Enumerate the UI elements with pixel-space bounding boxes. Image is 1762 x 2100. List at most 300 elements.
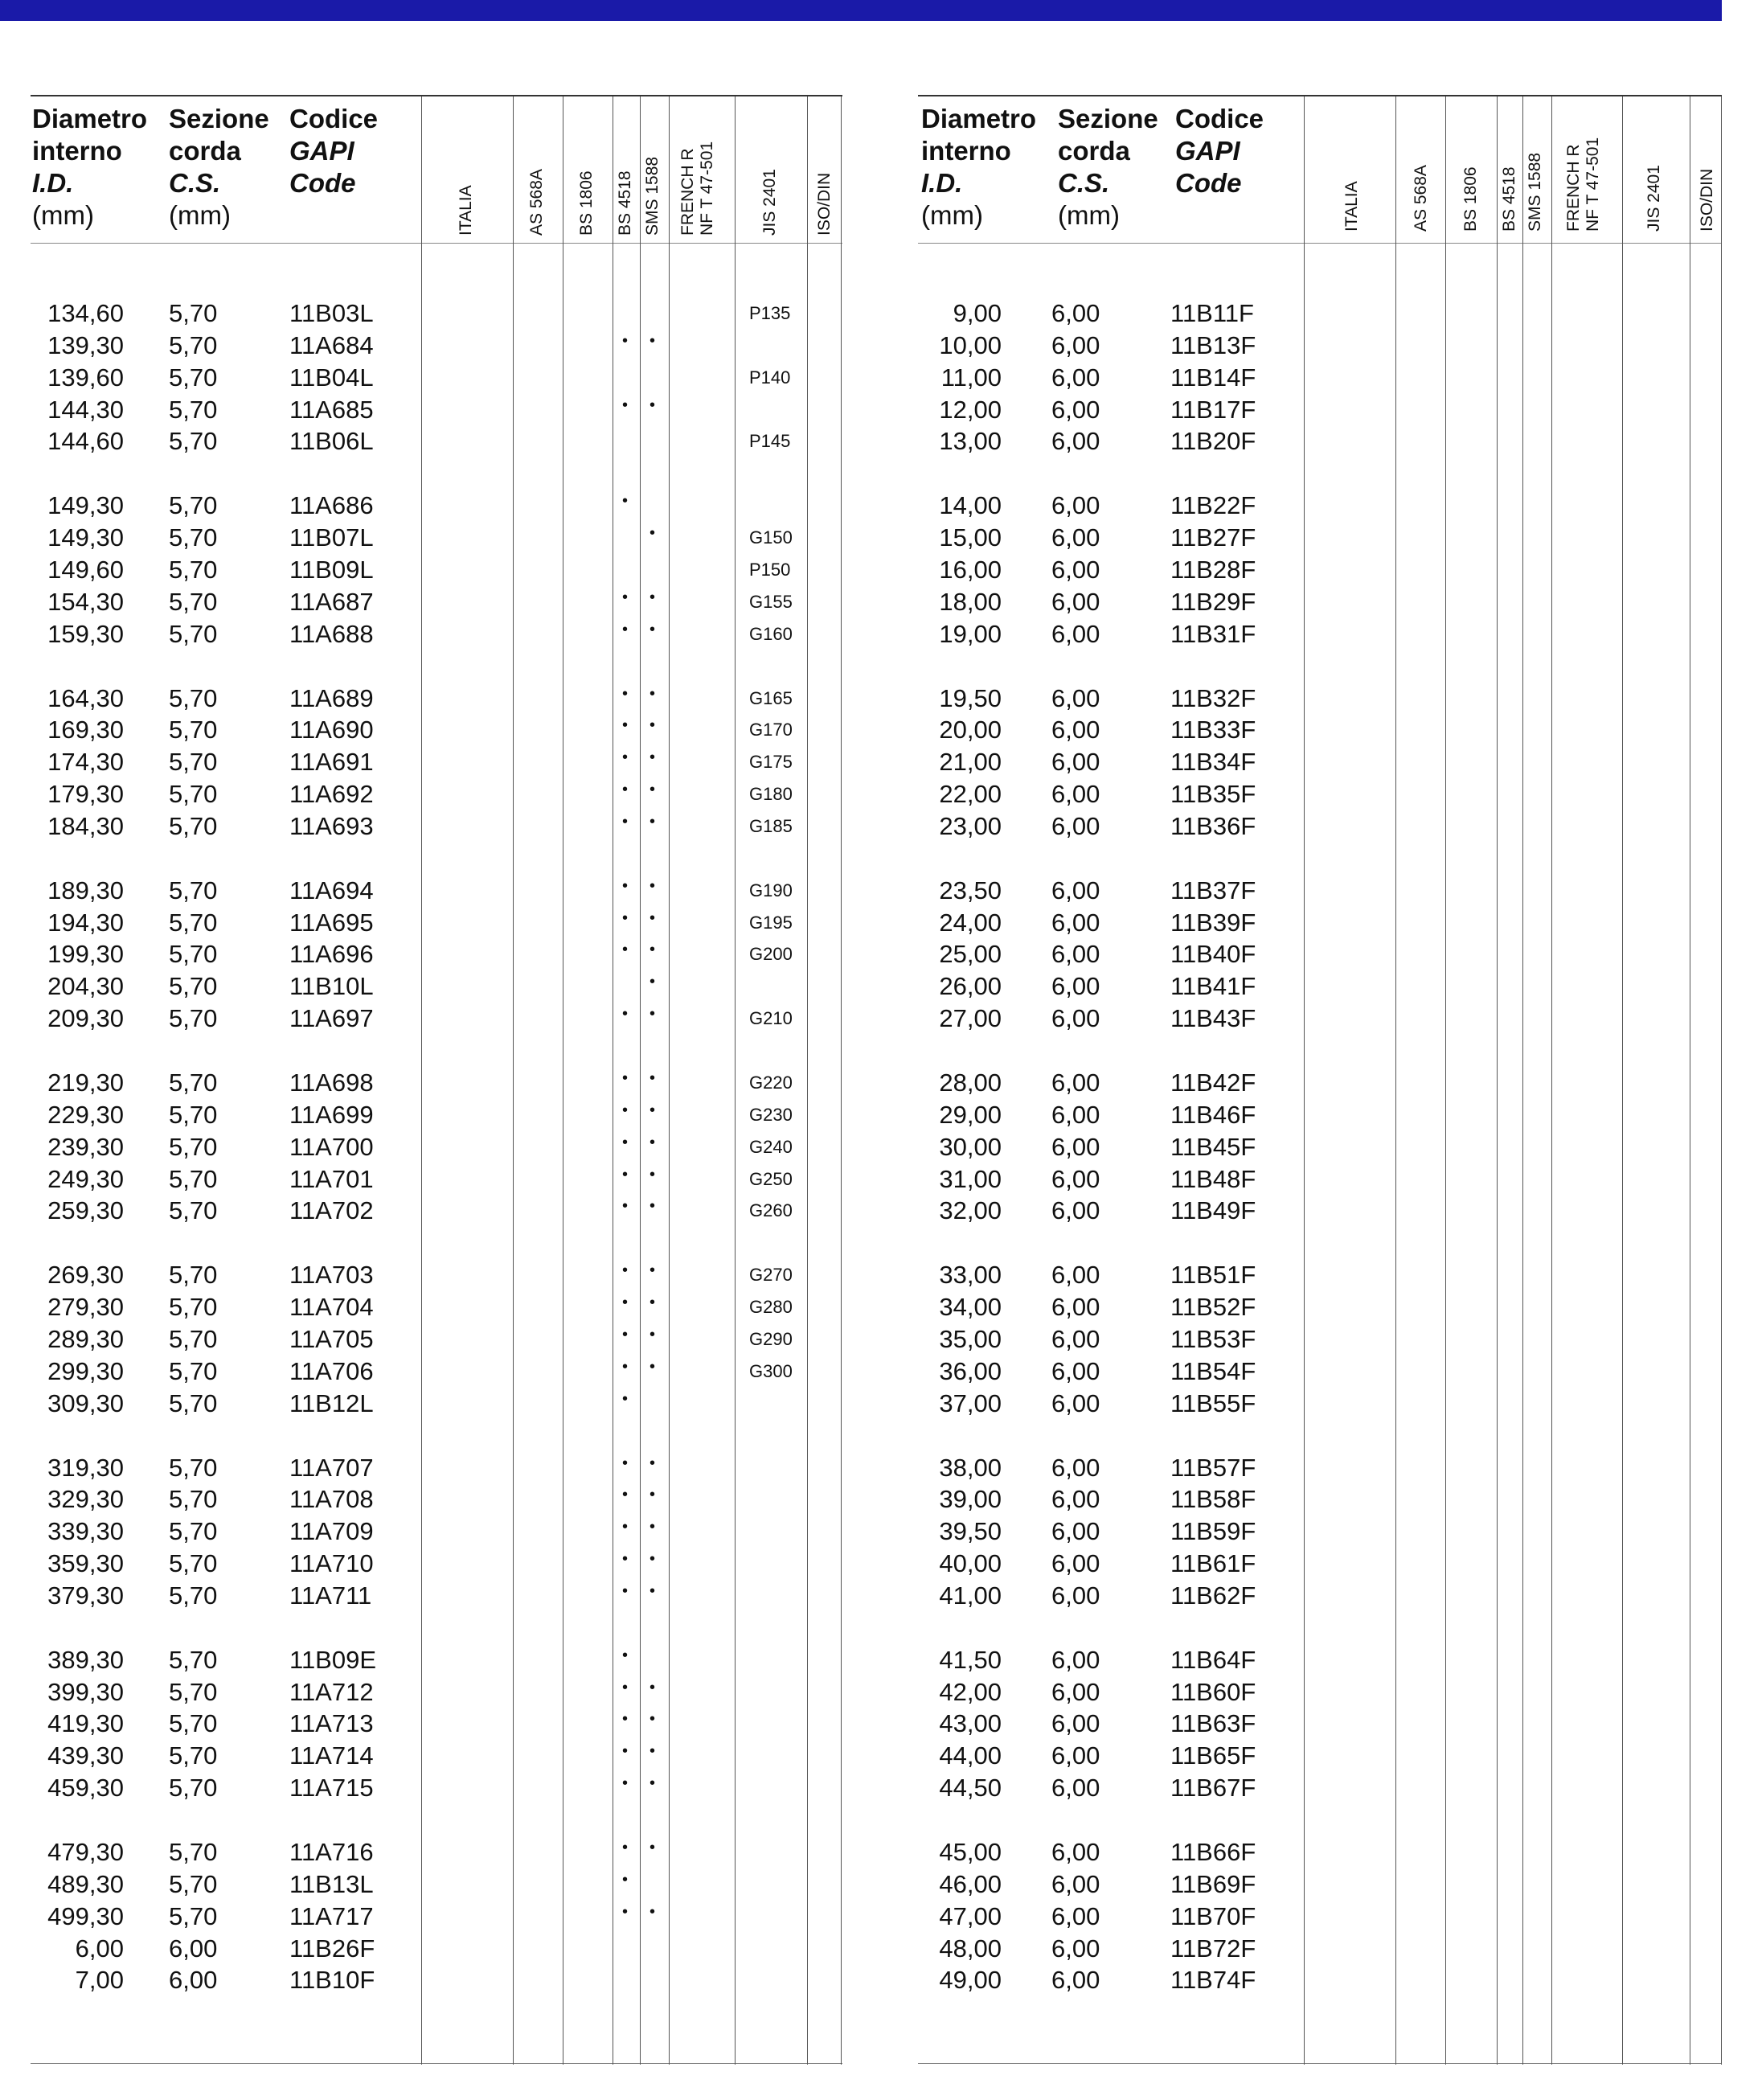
header-bs1806: BS 1806	[1461, 166, 1480, 232]
jis2401-value: P150	[749, 559, 791, 580]
id-value: 144,30	[47, 395, 124, 424]
gapi-code: 11B54F	[1170, 1356, 1256, 1385]
id-value: 30,00	[939, 1132, 1002, 1161]
bs4518-mark: •	[622, 781, 629, 799]
table-row	[31, 1323, 842, 1356]
cs-value: 6,00	[1051, 1709, 1100, 1738]
jis2401-value: G185	[749, 815, 793, 836]
gapi-code: 11A687	[289, 587, 374, 616]
table-row	[918, 1708, 1722, 1740]
id-value: 269,30	[47, 1261, 124, 1290]
cs-value: 5,70	[169, 1774, 218, 1803]
gapi-code: 11B42F	[1170, 1068, 1256, 1097]
table-row	[918, 1356, 1722, 1388]
sms1588-mark: •	[649, 1454, 656, 1472]
table-row	[918, 810, 1722, 843]
table-row	[31, 394, 842, 426]
id-value: 26,00	[939, 972, 1002, 1001]
table-row	[918, 1740, 1722, 1772]
gapi-code: 11B58F	[1170, 1485, 1256, 1514]
cs-value: 5,70	[169, 427, 218, 456]
id-value: 149,30	[47, 491, 124, 520]
cs-value: 6,00	[1051, 1549, 1100, 1578]
jis2401-value: G230	[749, 1104, 793, 1125]
bs4518-mark: •	[622, 1357, 629, 1376]
gapi-code: 11B62F	[1170, 1581, 1256, 1610]
id-value: 23,50	[939, 876, 1002, 904]
table-row	[918, 618, 1722, 650]
gapi-code: 11A713	[289, 1709, 374, 1738]
cs-value: 5,70	[169, 1838, 218, 1866]
gapi-code: 11B22F	[1170, 491, 1256, 520]
table-row	[31, 554, 842, 586]
id-value: 139,60	[47, 363, 124, 392]
gapi-code: 11A695	[289, 908, 374, 937]
gapi-code: 11B57F	[1170, 1453, 1256, 1482]
bs4518-mark: •	[622, 331, 629, 350]
table-row	[918, 1516, 1722, 1548]
id-value: 209,30	[47, 1004, 124, 1033]
cs-value: 5,70	[169, 1901, 218, 1930]
id-value: 19,00	[939, 619, 1002, 648]
table-row	[31, 907, 842, 939]
cs-value: 6,00	[1051, 1774, 1100, 1803]
cs-value: 5,70	[169, 619, 218, 648]
gapi-code: 11B13F	[1170, 330, 1256, 359]
cs-value: 5,70	[169, 811, 218, 840]
table-row	[31, 746, 842, 778]
gapi-code: 11B51F	[1170, 1261, 1256, 1290]
id-value: 259,30	[47, 1196, 124, 1225]
id-value: 309,30	[47, 1388, 124, 1417]
sms1588-mark: •	[649, 1261, 656, 1280]
cs-value: 6,00	[1051, 716, 1100, 744]
gapi-code: 11B04L	[289, 363, 374, 392]
table-row	[31, 683, 842, 715]
id-value: 32,00	[939, 1196, 1002, 1225]
gapi-code: 11B60F	[1170, 1677, 1256, 1706]
sms1588-mark: •	[649, 941, 656, 959]
id-value: 14,00	[939, 491, 1002, 520]
bs4518-mark: •	[622, 1133, 629, 1151]
cs-value: 5,70	[169, 1068, 218, 1097]
bottom-rule	[918, 2063, 1722, 2064]
id-value: 45,00	[939, 1838, 1002, 1866]
table-row	[31, 1740, 842, 1772]
jis2401-value: G260	[749, 1200, 793, 1221]
table-row	[31, 618, 842, 650]
cs-value: 5,70	[169, 1293, 218, 1322]
id-value: 49,00	[939, 1966, 1002, 1995]
id-value: 41,00	[939, 1581, 1002, 1610]
sms1588-mark: •	[649, 1005, 656, 1023]
cs-value: 6,00	[1051, 1966, 1100, 1995]
table-row	[918, 1259, 1722, 1291]
bs4518-mark: •	[622, 716, 629, 735]
jis2401-value: G175	[749, 752, 793, 773]
table-row	[918, 714, 1722, 746]
table-row	[918, 907, 1722, 939]
cs-value: 6,00	[1051, 1068, 1100, 1097]
gapi-code: 11B31F	[1170, 619, 1256, 648]
id-value: 164,30	[47, 683, 124, 712]
cs-value: 6,00	[1051, 908, 1100, 937]
gapi-code: 11A700	[289, 1132, 374, 1161]
cs-value: 5,70	[169, 1581, 218, 1610]
jis2401-value: G190	[749, 880, 793, 900]
gapi-code: 11B39F	[1170, 908, 1256, 937]
cs-value: 5,70	[169, 972, 218, 1001]
gapi-code: 11B37F	[1170, 876, 1256, 904]
table-row	[918, 1323, 1722, 1356]
id-value: 379,30	[47, 1581, 124, 1610]
cs-value: 5,70	[169, 1709, 218, 1738]
id-value: 35,00	[939, 1324, 1002, 1353]
id-value: 34,00	[939, 1293, 1002, 1322]
cs-value: 6,00	[1051, 1741, 1100, 1770]
table-row	[918, 362, 1722, 394]
id-value: 144,60	[47, 427, 124, 456]
bs4518-mark: •	[622, 908, 629, 927]
id-value: 194,30	[47, 908, 124, 937]
bs4518-mark: •	[622, 1550, 629, 1569]
gapi-code: 11B46F	[1170, 1100, 1256, 1129]
jis2401-value: G290	[749, 1328, 793, 1349]
id-value: 20,00	[939, 716, 1002, 744]
table-row	[918, 554, 1722, 586]
gapi-code: 11A704	[289, 1293, 374, 1322]
id-value: 359,30	[47, 1549, 124, 1578]
right-table	[918, 95, 1722, 2065]
table-row	[31, 330, 842, 362]
header-isodin: ISO/DIN	[815, 172, 834, 236]
cs-value: 5,70	[169, 1324, 218, 1353]
cs-value: 5,70	[169, 1356, 218, 1385]
cs-value: 5,70	[169, 748, 218, 777]
jis2401-value: G180	[749, 784, 793, 805]
bs4518-mark: •	[622, 941, 629, 959]
gapi-code: 11B70F	[1170, 1901, 1256, 1930]
cs-value: 6,00	[1051, 1004, 1100, 1033]
gapi-code: 11B66F	[1170, 1838, 1256, 1866]
bs4518-mark: •	[622, 1742, 629, 1761]
header-as568a: AS 568A	[1412, 165, 1430, 232]
table-row	[31, 1452, 842, 1484]
bs4518-mark: •	[622, 1261, 629, 1280]
id-value: 19,50	[939, 683, 1002, 712]
gapi-code: 11B10F	[289, 1966, 375, 1995]
cs-value: 6,00	[1051, 1838, 1100, 1866]
table-row	[918, 1291, 1722, 1323]
id-value: 21,00	[939, 748, 1002, 777]
table-row	[31, 1099, 842, 1131]
id-value: 28,00	[939, 1068, 1002, 1097]
jis2401-value: G250	[749, 1168, 793, 1189]
cs-value: 6,00	[1051, 363, 1100, 392]
jis2401-value: G210	[749, 1008, 793, 1029]
cs-value: 6,00	[1051, 427, 1100, 456]
gapi-code: 11B13L	[289, 1869, 374, 1898]
id-value: 43,00	[939, 1709, 1002, 1738]
cs-value: 6,00	[1051, 780, 1100, 809]
id-value: 37,00	[939, 1388, 1002, 1417]
cs-value: 6,00	[169, 1966, 218, 1995]
sms1588-mark: •	[649, 716, 656, 735]
gapi-code: 11B45F	[1170, 1132, 1256, 1161]
sms1588-mark: •	[649, 684, 656, 703]
cs-value: 5,70	[169, 1869, 218, 1898]
header-sms1588: SMS 1588	[643, 156, 662, 236]
header-id: Diametro interno I.D. (mm)	[921, 104, 1037, 230]
table-row	[918, 490, 1722, 522]
table-row	[918, 1868, 1722, 1901]
gapi-code: 11A708	[289, 1485, 374, 1514]
jis2401-value: G150	[749, 527, 793, 548]
table-row	[31, 297, 842, 330]
table-row	[31, 810, 842, 843]
table-row	[918, 1195, 1722, 1227]
header-rule	[918, 243, 1722, 244]
gapi-code: 11B17F	[1170, 395, 1256, 424]
table-row	[918, 1163, 1722, 1196]
left-table	[31, 95, 842, 2065]
header-bs4518: BS 4518	[616, 170, 634, 236]
sms1588-mark: •	[649, 1069, 656, 1087]
gapi-code: 11B28F	[1170, 555, 1256, 584]
bs4518-mark: •	[622, 684, 629, 703]
table-row	[918, 1483, 1722, 1516]
sms1588-mark: •	[649, 1742, 656, 1761]
gapi-code: 11A684	[289, 330, 374, 359]
table-row	[31, 586, 842, 618]
table-row	[918, 746, 1722, 778]
gapi-code: 11B03L	[289, 299, 374, 327]
table-row	[31, 1516, 842, 1548]
cs-value: 5,70	[169, 1388, 218, 1417]
gapi-code: 11B29F	[1170, 587, 1256, 616]
gapi-code: 11A685	[289, 395, 374, 424]
sms1588-mark: •	[649, 1581, 656, 1600]
id-value: 149,60	[47, 555, 124, 584]
table-row	[31, 1388, 842, 1420]
table-row	[918, 1131, 1722, 1163]
table-row	[31, 490, 842, 522]
id-value: 499,30	[47, 1901, 124, 1930]
gapi-code: 11B12L	[289, 1388, 374, 1417]
jis2401-value: P135	[749, 303, 791, 323]
sms1588-mark: •	[649, 1518, 656, 1536]
gapi-code: 11A714	[289, 1741, 374, 1770]
cs-value: 5,70	[169, 1549, 218, 1578]
gapi-code: 11A692	[289, 780, 374, 809]
sms1588-mark: •	[649, 588, 656, 606]
gapi-code: 11B09E	[289, 1645, 377, 1674]
gapi-code: 11B61F	[1170, 1549, 1256, 1578]
id-value: 39,50	[939, 1517, 1002, 1546]
id-value: 299,30	[47, 1356, 124, 1385]
header-italia: ITALIA	[1342, 181, 1361, 232]
id-value: 41,50	[939, 1645, 1002, 1674]
bs4518-mark: •	[622, 1069, 629, 1087]
sms1588-mark: •	[649, 1165, 656, 1183]
cs-value: 6,00	[1051, 395, 1100, 424]
cs-value: 6,00	[1051, 1869, 1100, 1898]
gapi-code: 11B65F	[1170, 1741, 1256, 1770]
bs4518-mark: •	[622, 492, 629, 511]
id-value: 31,00	[939, 1164, 1002, 1193]
cs-value: 5,70	[169, 330, 218, 359]
gapi-code: 11B27F	[1170, 523, 1256, 552]
table-row	[31, 1131, 842, 1163]
id-value: 24,00	[939, 908, 1002, 937]
table-row	[918, 1933, 1722, 1965]
table-row	[31, 522, 842, 554]
cs-value: 6,00	[1051, 1581, 1100, 1610]
cs-value: 6,00	[1051, 1388, 1100, 1417]
bs4518-mark: •	[622, 1165, 629, 1183]
id-value: 389,30	[47, 1645, 124, 1674]
cs-value: 6,00	[1051, 299, 1100, 327]
jis2401-value: G165	[749, 687, 793, 708]
table-row	[918, 297, 1722, 330]
gapi-code: 11B10L	[289, 972, 374, 1001]
top-rule	[918, 95, 1722, 96]
table-row	[918, 1676, 1722, 1708]
bs4518-mark: •	[622, 749, 629, 767]
id-value: 9,00	[953, 299, 1002, 327]
id-value: 47,00	[939, 1901, 1002, 1930]
id-value: 249,30	[47, 1164, 124, 1193]
gapi-code: 11A701	[289, 1164, 374, 1193]
table-row	[918, 778, 1722, 810]
id-value: 154,30	[47, 587, 124, 616]
sms1588-mark: •	[649, 1774, 656, 1793]
table-row	[918, 1836, 1722, 1868]
bs4518-mark: •	[622, 1710, 629, 1729]
cs-value: 6,00	[1051, 1901, 1100, 1930]
table-row	[31, 362, 842, 394]
id-value: 48,00	[939, 1934, 1002, 1963]
cs-value: 6,00	[1051, 491, 1100, 520]
id-value: 289,30	[47, 1324, 124, 1353]
id-value: 149,30	[47, 523, 124, 552]
top-rule	[31, 95, 842, 96]
table-row	[918, 1003, 1722, 1035]
gapi-code: 11B52F	[1170, 1293, 1256, 1322]
id-value: 189,30	[47, 876, 124, 904]
table-row	[31, 1291, 842, 1323]
cs-value: 5,70	[169, 1164, 218, 1193]
jis2401-value: P145	[749, 431, 791, 452]
bs4518-mark: •	[622, 1646, 629, 1664]
gapi-code: 11A689	[289, 683, 374, 712]
sms1588-mark: •	[649, 524, 656, 543]
cs-value: 6,00	[1051, 972, 1100, 1001]
table-row	[31, 1901, 842, 1933]
bs4518-mark: •	[622, 396, 629, 414]
table-row	[31, 714, 842, 746]
bs4518-mark: •	[622, 1197, 629, 1216]
header-rule	[31, 243, 842, 244]
header-nft47501: NF T 47-501	[698, 141, 716, 236]
cs-value: 5,70	[169, 299, 218, 327]
cs-value: 5,70	[169, 363, 218, 392]
sms1588-mark: •	[649, 973, 656, 991]
gapi-code: 11B32F	[1170, 683, 1256, 712]
cs-value: 6,00	[1051, 1453, 1100, 1482]
gapi-code: 11B72F	[1170, 1934, 1256, 1963]
id-value: 439,30	[47, 1741, 124, 1770]
table-row	[918, 425, 1722, 457]
cs-value: 5,70	[169, 1485, 218, 1514]
cs-value: 5,70	[169, 876, 218, 904]
jis2401-value: G200	[749, 944, 793, 965]
top-color-bar	[0, 0, 1722, 21]
table-row	[918, 1580, 1722, 1612]
gapi-code: 11A703	[289, 1261, 374, 1290]
gapi-code: 11B26F	[289, 1934, 375, 1963]
table-row	[918, 1964, 1722, 1996]
cs-value: 5,70	[169, 587, 218, 616]
gapi-code: 11A691	[289, 748, 374, 777]
header-id: Diametro interno I.D. (mm)	[32, 104, 148, 230]
gapi-code: 11A693	[289, 811, 374, 840]
gapi-code: 11B43F	[1170, 1004, 1256, 1033]
bs4518-mark: •	[622, 1518, 629, 1536]
gapi-code: 11A696	[289, 940, 374, 969]
cs-value: 5,70	[169, 716, 218, 744]
table-row	[918, 875, 1722, 907]
table-row	[31, 875, 842, 907]
cs-value: 5,70	[169, 780, 218, 809]
gapi-code: 11B20F	[1170, 427, 1256, 456]
cs-value: 5,70	[169, 1645, 218, 1674]
cs-value: 5,70	[169, 1453, 218, 1482]
cs-value: 5,70	[169, 555, 218, 584]
table-row	[918, 586, 1722, 618]
cs-value: 6,00	[1051, 1132, 1100, 1161]
gapi-code: 11A686	[289, 491, 374, 520]
id-value: 44,00	[939, 1741, 1002, 1770]
gapi-code: 11A709	[289, 1517, 374, 1546]
cs-value: 5,70	[169, 395, 218, 424]
table-row	[31, 970, 842, 1003]
gapi-code: 11B36F	[1170, 811, 1256, 840]
cs-value: 6,00	[1051, 1356, 1100, 1385]
cs-value: 5,70	[169, 1741, 218, 1770]
gapi-code: 11A688	[289, 619, 374, 648]
cs-value: 6,00	[1051, 1164, 1100, 1193]
jis2401-value: G195	[749, 912, 793, 933]
id-value: 204,30	[47, 972, 124, 1001]
table-row	[918, 683, 1722, 715]
id-value: 229,30	[47, 1100, 124, 1129]
jis2401-value: G270	[749, 1265, 793, 1286]
id-value: 174,30	[47, 748, 124, 777]
bs4518-mark: •	[622, 1678, 629, 1696]
cs-value: 6,00	[1051, 619, 1100, 648]
id-value: 279,30	[47, 1293, 124, 1322]
jis2401-value: G160	[749, 623, 793, 644]
cs-value: 5,70	[169, 683, 218, 712]
jis2401-value: G170	[749, 720, 793, 740]
gapi-code: 11A699	[289, 1100, 374, 1129]
gapi-code: 11B67F	[1170, 1774, 1256, 1803]
cs-value: 5,70	[169, 1100, 218, 1129]
cs-value: 6,00	[1051, 811, 1100, 840]
bs4518-mark: •	[622, 1101, 629, 1119]
gapi-code: 11B35F	[1170, 780, 1256, 809]
